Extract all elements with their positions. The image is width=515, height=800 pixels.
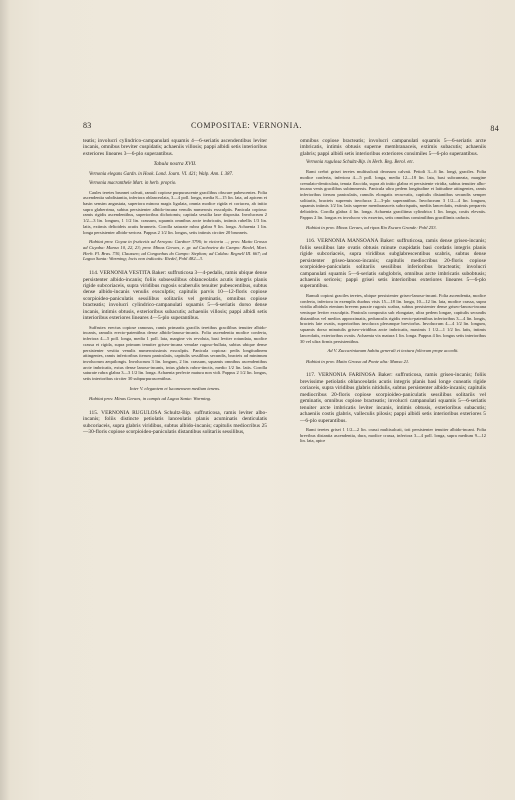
right-column xyxy=(300,138,486,444)
habitat-elegans: Habitat prov. Goyaz in fruticetis ad Arrayas: Gardner 3796; in victoria ...; prov. Matto Grosso ad Cuyaba: Manso 10, 22, 23; prov. Minas Geraes, e. gr. ad Cachoeira do Campo: Riedel, Mart. Herb. Fl. Bras. 730, Claussen; ad Congonhas do Campo: Stephan; ad Caldas: Regnell III. 667; ad Lagoa Santa: Warming; locis non indicatis: Riedel, Pohl 482—3. xyxy=(83,239,267,262)
habitat-vestita: Habitat prov. Minas Geraes, in campis ad Lagoa Santa: Warming. xyxy=(89,396,212,402)
description-mansoana: Ramuli copiosi graciles teretes, ubique persistenter griseo-lanoso-incani. Folia ascendentia, modice conferta, inferiora in exemplis duobus visis 15—18 lin. longa, 10—12 lin. lata, modice crassa, supra viridia albidula etenium brevem pauxie rugosis scabra, subtus persistenter dense griseo-lanoso-incana venisque leviter exsculptis. Panicula composita sub elongatae, ultra pedem longae, capitulis secundis distantibus vel medios approximatis, pedunculis rigidis erecto-patentibus inferioribus 3—4 lin. longis, bracteis late ovatis, superioribus involucra plerumque breviorlus. Involucrum 4—4 1/2 lin. longum, squamis dorso minutulis griseo-viridibus arcte imbricatis, maximis 1 1/2—1 1/2 lin. latis, intimis lanceolatis, exterioribus ovatis. Achaenia vix matura 1 lin. longa. Pappus 4 lin. longus setis interioribus 30 vel ultra firmis persistentibus. xyxy=(300,292,486,344)
continued-diagnosis-rugulosa: omnibus copiose bracteatis; involucri campanulati squamis 5—6-seriatis arcte imbricatis, intimis obtusis superne membranaceis, extimis subacutis; achaeniis glabris; pappi albidi setis interioribus exteriores consimiles 5—6-plo superantibus. xyxy=(300,138,486,157)
running-header xyxy=(83,120,499,134)
habitat-rugulosa: Habitat in prov. Minas Geraes, ad ripas Rio Escuro Grande: Pohl 253. xyxy=(306,224,437,230)
running-title: COMPOSITAE: VERNONIA. xyxy=(191,121,302,130)
synonym-elegans: Vernonia elegans Gardn. in Hook. Lond. Journ. VI. 421; Walp. Ann. I. 387. xyxy=(89,171,234,177)
description-vestita: Suffrutex erectus copiose ramosus, ramis primariis gracilis teretibus gracilibus tenuiter albido-incanis, ramulis erecto-patentibus dense albido-lanoso-incanis. Folia ascendentia modice conferta, inferiora 4—5 poll. longa, media 1 poll. lata, margine vix revoluta, basi leviter rotundata, modice crassa et rigida, supra primum tenuiter griseo-incana venulae rugoso-bullata, subtus ubique dense persistenter vestita venulis numerosissimis exsculptis. Panicula copiosa: pedis longitudinem attingentes, ramis inferioribus iterum paniculatis, capitulis sessilibus secundis, bracteis ad minimum involucrum aequilongis. Involucrum 3 lin. longum, 2 lin. crassum, squamis omnibus ascendentibus arcte imbricatis, extus dense lanoso-incanis, intus glabris rubro-tinctis, medio 1/2 lin. latis. Corolla saturate rubra glabra 3—3 1/2 lin. longa. Achaenia perfecte matura non vidi. Pappus 2 1/2 lin. longus, setis interioribus circiter 30 subpurpurascentibus. xyxy=(83,324,267,382)
continued-diagnosis: teatis; involucri cylindrico-campanulati squamis 4—6-seriatis ascendentibus leviter incanis, omnibus breviter cuspidatis; achaeniis villosis; pappi albidi setis interioribus exteriores lineares 3—6-plo superantibus. xyxy=(83,138,267,157)
left-column xyxy=(83,138,267,436)
species-entry-117: 117. VERNONIA FARINOSA Baker: suffruticosa, ramis griseo-incanis; foliis brevissime petiolatis oblanceolatis acutis integris planis basi longe cuneatis rigide coriaceis, supra viridibus glabris nitidulis, subtus persistenter albido-incanis; capitulis mediocribus 20-floris copiose scorpioideo-paniculatis sessilibus solitariis vel geminatis, omnibus copiose bracteatis; involucri campanulati squamis 5—6-seriatis tenuiter arcte imbricatis leviter incanis, intimis obtusis, exterioribus subacutis; achaeniis costis glabris, valleculis pilosis; pappi albidi setis interioribus exteriores 5—6-plo superantibus. xyxy=(300,372,486,424)
description-farinosa: Rami teretes grisei 1 1/2—2 lin. crassi multisulcati, toti persistenter tenuiter albido-incani. Folia brevibus distantia ascendentia, dura, modice crassa, inferiora 3—4 poll. longa, supra medium 9—12 lin. lata, apice xyxy=(300,427,486,444)
habitat-mansoana: Habitat in prov. Matto Grosso ad Ponte alta: Manso 21. xyxy=(306,358,410,364)
species-entry-114: 114. VERNONIA VESTITA Baker: suffruticosa 3—4-pedalis, ramis ubique dense persistenter albido-incanis; foliis subsessilibus oblanceolatis acutis integris planis rigide subcoriaceis, supra viridibus rugosis scaberulis tenuiter pubescentibus, subtus dense albido-incanis venulis exsculptis; capitulis parvis 10—12-floris copiose scorpioideo-paniculatis sessilibus solitariis vel geminatis, omnibus copiose bracteatis; involucri cylindrico-campanulati squamis 5—6-seriatis dorso dense incanis, intimis obtusis, exterioribus subacutis; achaeniis villosis; pappi albidi setis interioribus exteriores lineares 4—5-plo superantibus. xyxy=(83,270,267,322)
synonym-macranthele: Vernonia macranthele Mart. in herb. proprio. xyxy=(89,180,177,186)
page-gutter-shadow xyxy=(0,0,10,800)
note-mansoana: Ad V. Zuccarinianam habitu generali et textura foliorum prope accedit. xyxy=(327,348,459,354)
species-entry-116: 116. VERNONIA MANSOANA Baker: suffruticosa, ramis dense griseo-incanis; foliis sessilibus late ovatis obtusis minute cuspidatis basi cordatis integris planis rigide subcoriaceis, supra viridibus subglabrescentibus scabris, subtus dense persistenter griseo-lanoso-incanis; capitulis mediocribus 20-floris copiose scorpioideo-paniculatis solitariis sessilibus inferioribus bracteatis; involucri campanulati squamis 5—6-seriatis subglobris, omnibus arcte imbricatis subobtusis; achaeniis sericeis; pappi grisei setis interioribus exteriores lineares 5—6-plo superantibus. xyxy=(300,238,486,290)
tabula-reference: Tabula nostra XVII. xyxy=(153,161,197,168)
note-vestita: Inter V. elegantem et lucanensem medium tenens. xyxy=(129,385,221,391)
page-number-right: 84 xyxy=(490,124,499,133)
synonym-rugulosa: Vernonia rugulosa Schultz-Bip. in Herb. Reg. Berol. etc. xyxy=(306,160,415,166)
species-entry-115: 115. VERNONIA RUGULOSA Schultz-Bip. suffruticosa, ramis leviter albo-incanis; foliis distincte petiolatis lanceolatis planis acuminatis denticulatis subcoriaceis, supra glabris viridibus, subtus albido-incanis; capitulis mediocribus 25—30-floris copiose scorpioideo-paniculatis distantibus solitariis sessilibus, xyxy=(83,409,267,436)
description-elegans: Caules teretes brunnei calvati, ramuli copiose purpurascente gracilibus obscure pubescentes. Folia ascendentia subdistantia, inferiora oblanceolata, 3—4 poll. longa, media 8—15 lin. lata, ad apicem et basin sensim angustata, superiora minora magis ligulata, omnia modice rigida et coriacea, ab initio supra glaberrima, subtus persistenter albido-incana venulis numerosis exsculptis. Panicula copiosa: ramis rigidis ascendentibus, superioribus dichotomis; capitula sessilia laxe disposita. Involucrum 2 1/2—3 lin. longum, 1 1/2 lin. crassum, squamis omnibus arcte imbricatis, intimis rubellis 1/3 lin. latis, extimis deltoideis acutis brunneis. Corolla saturate rubra glabra 9 lin. longa. Achaenia 1 lin. longa persistenter albido-sericea. Pappus 2 1/2 lin. longus, setis intimis circiter 20 brunneis. xyxy=(83,189,267,235)
page-number-left: 83 xyxy=(83,121,92,130)
description-rugulosa: Rami crebri grisei teretes multisulcati deorsum calvati. Petioli 3—6 lin. longi, graciles. Folia modice conferta, inferiora 4—5 poll. longa, media 12—18 lin. lata, basi subcuneata, margine crenulato-denticulata, tenuia flaccida, supra ab initio glabra et persistente viridia, subtus tenuiter albo-incana venis gracilibus subimmersis. Panicula ultra pedem longitudine et latitudine attingentes, ramis inferioribus iterum paniculatis, ramulis elongatis recurvatis, capitulis distantibus secundis semper solitariis, bracteis supremis involucra 2—3-plo superantibus. Involucrum 3 1/2—4 lin. longum, squamis intimis 1/2 lin. latis superne membranaceis subcrispatis, mediis lanceolatis, extimis perparvis deltoideis. Corolla glabra 4 lin. longa. Achaenia gracilitma cylindrica 1 lin. longa, costis elevatis. Pappus 2 lin. longus ex involucro vix exsertus, setis omnibus consimilibus gracillimis caducis. xyxy=(300,169,486,220)
